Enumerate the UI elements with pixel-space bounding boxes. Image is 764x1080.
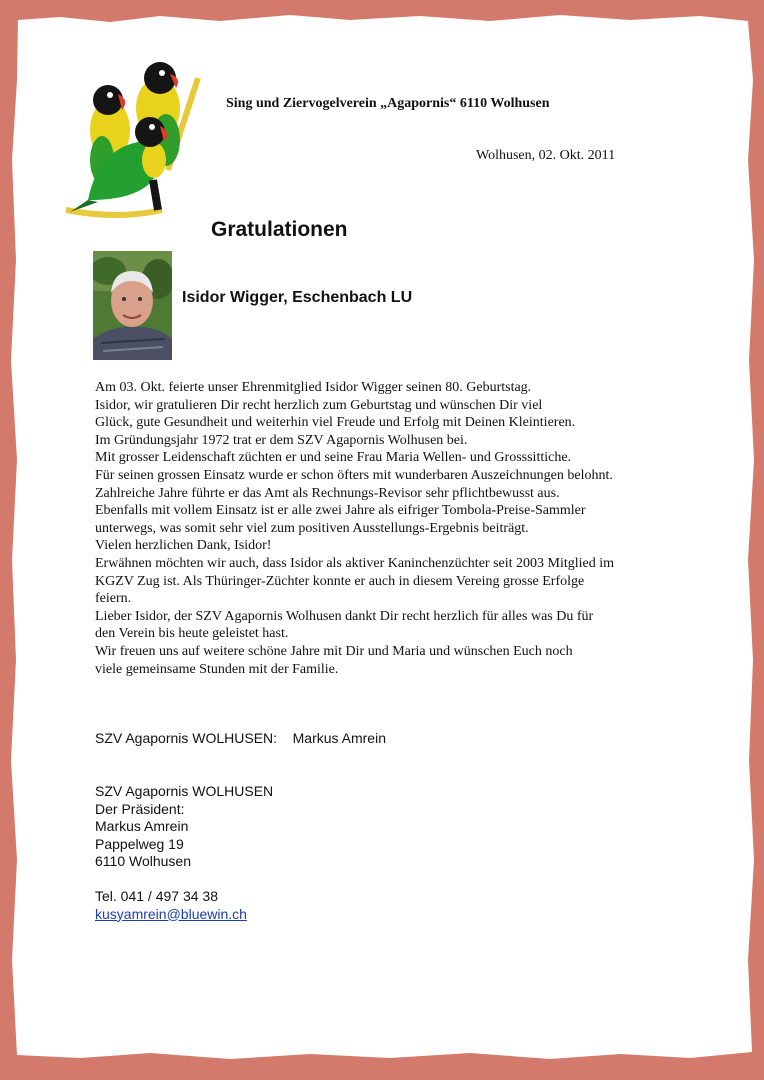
page-title: Gratulationen [211,218,348,241]
body-line: KGZV Zug ist. Als Thüringer-Züchter konnte er auch in diesem Vereing grosse Erfolge [95,573,585,589]
body-line: Wir freuen uns auf weitere schöne Jahre mit Dir und Maria und wünschen Euch noch [95,643,573,659]
body-line: Zahlreiche Jahre führte er das Amt als Rechnungs-Revisor sehr pflichtbewusst aus. [95,485,560,501]
body-line: Im Gründungsjahr 1972 trat er dem SZV Agapornis Wolhusen bei. [95,432,468,448]
body-line: Für seinen grossen Einsatz wurde er schon öfters mit wunderbaren Auszeichnungen belohnt. [95,467,613,483]
person-caption: Isidor Wigger, Eschenbach LU [182,289,413,306]
address-city: 6110 Wolhusen [95,853,191,869]
letter-date: Wolhusen, 02. Okt. 2011 [476,148,616,163]
address-org: SZV Agapornis WOLHUSEN [95,783,274,799]
address-phone: Tel. 041 / 497 34 38 [95,888,218,904]
address-street: Pappelweg 19 [95,835,184,852]
address-spacer [95,871,273,889]
lovebirds-logo [58,60,206,222]
body-line: viele gemeinsame Stunden mit der Familie. [95,661,339,677]
contact-address [95,783,273,923]
address-name: Markus Amrein [95,818,189,834]
body-line: Am 03. Okt. feierte unser Ehrenmitglied Isidor Wigger seinen 80. Geburtstag. [95,380,532,395]
body-line: Glück, gute Gesundheit und weiterhin viel Freude und Erfolg mit Deinen Kleintieren. [95,415,576,431]
body-line: feiern. [95,591,132,607]
address-role: Der Präsident: [95,800,185,817]
body-line: Ebenfalls mit vollem Einsatz ist er alle zwei Jahre als eifriger Tombola-Preise-Sammler [95,503,586,519]
portrait-photo [93,251,172,360]
body-line: Lieber Isidor, der SZV Agapornis Wolhusen dankt Dir recht herzlich für alles was Du für [95,608,594,624]
body-line: Mit grosser Leidenschaft züchten er und seine Frau Maria Wellen- und Grosssittiche. [95,450,572,466]
signature-name: Markus Amrein [292,730,386,746]
club-title: Sing und Ziervogelverein „Agapornis“ 6110 Wolhusen [226,96,550,111]
body-line: den Verein bis heute geleistet hast. [95,626,289,642]
body-line: Erwähnen möchten wir auch, dass Isidor als aktiver Kaninchenzüchter seit 2003 Mitglied im [95,555,615,571]
body-line: unterwegs, was somit sehr viel zum positiven Ausstellungs-Ergebnis beiträgt. [95,520,529,536]
signature-org: SZV Agapornis WOLHUSEN: [95,730,278,746]
body-line: Isidor, wir gratulieren Dir recht herzlich zum Geburtstag und wünschen Dir viel [95,397,543,413]
body-line: Vielen herzlichen Dank, Isidor! [95,538,272,554]
email-link[interactable]: kusyamrein@bluewin.ch [95,905,247,922]
signature-line [95,730,386,746]
congratulation-text [95,379,695,678]
